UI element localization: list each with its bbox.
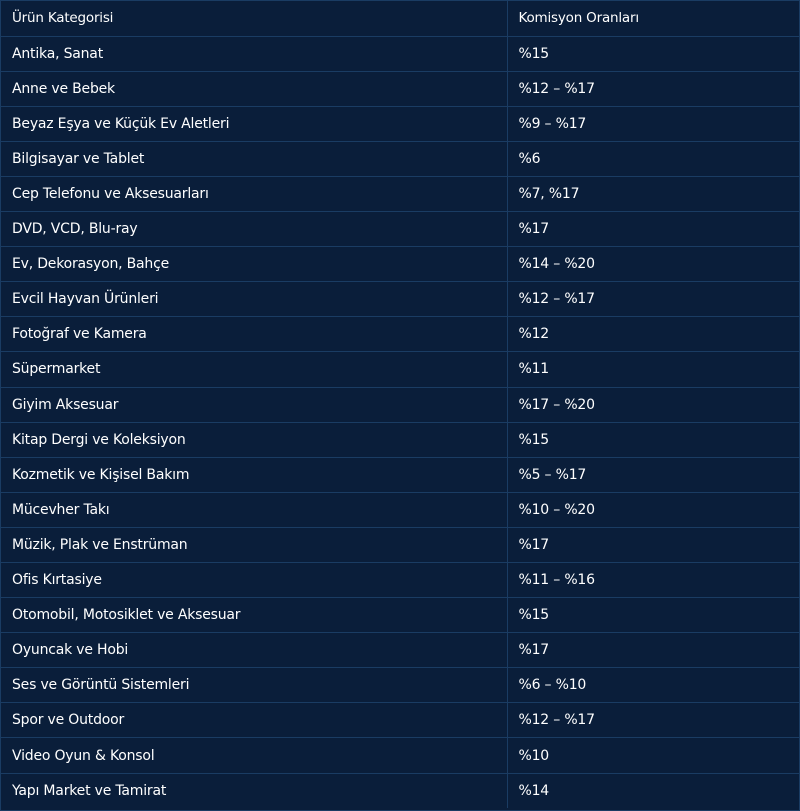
cell-category: Antika, Sanat bbox=[1, 36, 507, 71]
table-row bbox=[1, 773, 800, 808]
cell-commission-rate: %7, %17 bbox=[507, 176, 800, 211]
cell-category: Ofis Kırtasiye bbox=[1, 563, 507, 598]
cell-category: Yapı Market ve Tamirat bbox=[1, 773, 507, 808]
cell-category: Kitap Dergi ve Koleksiyon bbox=[1, 422, 507, 457]
cell-commission-rate: %10 – %20 bbox=[507, 492, 800, 527]
cell-category: Evcil Hayvan Ürünleri bbox=[1, 282, 507, 317]
table-row bbox=[1, 176, 800, 211]
table-row bbox=[1, 422, 800, 457]
table-row bbox=[1, 247, 800, 282]
table-row bbox=[1, 317, 800, 352]
cell-commission-rate: %14 bbox=[518, 782, 550, 799]
cell-commission-rate: %17 bbox=[507, 633, 800, 668]
cell-category: DVD, VCD, Blu-ray bbox=[1, 212, 507, 247]
table-row bbox=[1, 282, 800, 317]
table-row bbox=[1, 492, 800, 527]
table-row bbox=[1, 527, 800, 562]
table-row bbox=[1, 71, 800, 106]
commission-table bbox=[1, 1, 800, 808]
cell-category: Mücevher Takı bbox=[1, 492, 507, 527]
table-row bbox=[1, 668, 800, 703]
cell-commission-rate: %14 – %20 bbox=[507, 247, 800, 282]
cell-commission-rate: %6 bbox=[507, 141, 800, 176]
table-row bbox=[1, 457, 800, 492]
cell-category: Otomobil, Motosiklet ve Aksesuar bbox=[1, 598, 507, 633]
table-row bbox=[1, 141, 800, 176]
table-row bbox=[1, 598, 800, 633]
cell-commission-rate: %17 – %20 bbox=[507, 387, 800, 422]
cell-commission-rate: %12 – %17 bbox=[507, 282, 800, 317]
cell-commission-rate: %12 – %17 bbox=[507, 71, 800, 106]
header-commission: Komisyon Oranları bbox=[507, 1, 800, 36]
table-row bbox=[1, 703, 800, 738]
table-header-row bbox=[1, 1, 800, 36]
cell-commission-rate: %9 – %17 bbox=[507, 106, 800, 141]
table-body bbox=[1, 36, 800, 808]
cell-commission-rate: %15 bbox=[507, 598, 800, 633]
cell-commission-rate: %11 bbox=[507, 352, 800, 387]
cell-commission-rate: %17 bbox=[507, 212, 800, 247]
cell-commission-rate: %12 – %17 bbox=[507, 703, 800, 738]
table-row bbox=[1, 738, 800, 773]
cell-category: Süpermarket bbox=[1, 352, 507, 387]
table-row bbox=[1, 563, 800, 598]
cell-category: Cep Telefonu ve Aksesuarları bbox=[1, 176, 507, 211]
cell-category: Anne ve Bebek bbox=[1, 71, 507, 106]
cell-category: Ev, Dekorasyon, Bahçe bbox=[1, 247, 507, 282]
cell-category: Video Oyun & Konsol bbox=[1, 738, 507, 773]
header-category: Ürün Kategorisi bbox=[1, 1, 507, 36]
cell-category: Giyim Aksesuar bbox=[1, 387, 507, 422]
cell-commission-rate: %11 – %16 bbox=[507, 563, 800, 598]
cell-commission-rate: %5 – %17 bbox=[507, 457, 800, 492]
cell-commission-rate: %15 bbox=[507, 36, 800, 71]
cell-commission-rate: %6 – %10 bbox=[507, 668, 800, 703]
cell-category: Müzik, Plak ve Enstrüman bbox=[1, 527, 507, 562]
cell-category: Kozmetik ve Kişisel Bakım bbox=[1, 457, 507, 492]
cell-category: Oyuncak ve Hobi bbox=[1, 633, 507, 668]
table-row bbox=[1, 352, 800, 387]
cell-category: Beyaz Eşya ve Küçük Ev Aletleri bbox=[1, 106, 507, 141]
table-row bbox=[1, 633, 800, 668]
cell-category: Spor ve Outdoor bbox=[1, 703, 507, 738]
cell-commission-rate: %10 bbox=[507, 738, 800, 773]
cell-category: Bilgisayar ve Tablet bbox=[1, 141, 507, 176]
cell-commission-rate: %15 bbox=[507, 422, 800, 457]
cell-category: Ses ve Görüntü Sistemleri bbox=[1, 668, 507, 703]
table-row bbox=[1, 106, 800, 141]
cell-commission-rate: %17 bbox=[507, 527, 800, 562]
cell-category: Fotoğraf ve Kamera bbox=[1, 317, 507, 352]
table-row bbox=[1, 36, 800, 71]
cell-commission-rate: %12 bbox=[507, 317, 800, 352]
table-row bbox=[1, 212, 800, 247]
table-row bbox=[1, 387, 800, 422]
